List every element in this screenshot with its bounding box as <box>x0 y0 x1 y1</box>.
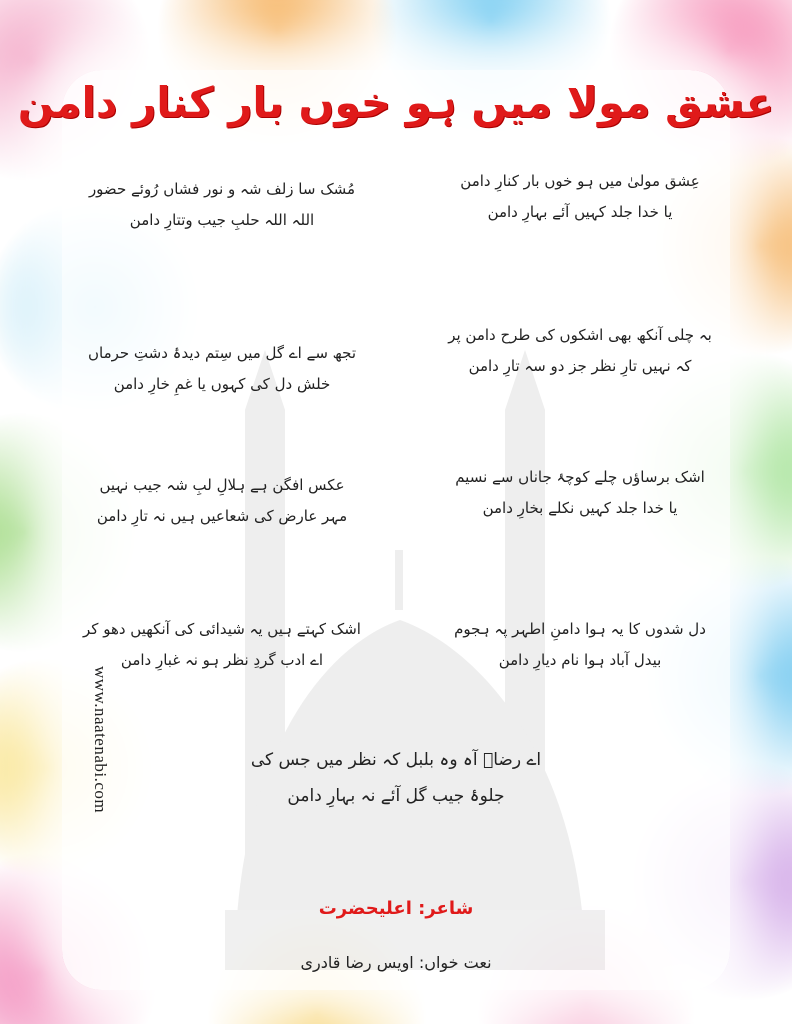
stanza-8 <box>62 614 382 676</box>
stanza-line: مہر عارض کی شعاعیں ہیں نہ تارِ دامن <box>96 507 348 525</box>
stanza-line: اشک برساؤں چلے کوچۂ جاناں سے نسیم <box>455 468 705 486</box>
stanza-line: اشک کہتے ہیں یہ شیدائی کی آنکھیں دھو کر <box>83 620 361 638</box>
stanza-7 <box>420 614 740 676</box>
stanza-line: دل شدوں کا یہ ہوا دامنِ اطہر پہ ہجوم <box>454 620 706 638</box>
stanza-3 <box>420 320 740 382</box>
stanza-line: عِشق مولیٰ میں ہو خوں بار کنارِ دامن <box>460 172 700 190</box>
website-link[interactable]: www.naatenabi.com <box>91 666 110 814</box>
stanza-line: خلش دل کی کہوں یا غمِ خارِ دامن <box>113 375 331 393</box>
stanza-line: اللہ اللہ حلبِ جیب وتتارِ دامن <box>129 211 315 229</box>
stanza-line: یا خدا جلد کہیں نکلے بخارِ دامن <box>482 499 678 517</box>
reciter-credit: نعت خواں: اویس رضا قادری <box>300 953 492 972</box>
stanza-6 <box>62 470 382 532</box>
stanza-4 <box>62 338 382 400</box>
stanza-2 <box>62 174 382 236</box>
stanza-1 <box>420 166 740 228</box>
stanza-line: بہ چلی آنکھ بھی اشکوں کی طرح دامن پر <box>448 326 712 344</box>
poet-credit: شاعر: اعلیحضرت <box>318 898 474 919</box>
stanza-line: عکس افگن ہے ہلالِ لبِ شہ جیب نہیں <box>99 476 345 494</box>
stanza-line: اے رضاؔ آہ وہ بلبل کہ نظر میں جس کی <box>250 750 542 770</box>
stanza-line: اے ادب گردِ نظر ہو نہ غبارِ دامن <box>120 651 324 669</box>
stanza-line: تجھ سے اے گل میں سِتم دیدۂ دشتِ حرماں <box>87 344 356 362</box>
stanza-5 <box>420 462 740 524</box>
page-title: عشق مولا میں ہو خوں بار کنار دامن <box>17 78 775 127</box>
stanza-line: بیدل آباد ہوا نام دیارِ دامن <box>498 651 662 669</box>
final-stanza <box>196 742 596 814</box>
stanza-line: جلوۂ جیب گل آئے نہ بہارِ دامن <box>287 786 505 806</box>
stanza-line: مُشک سا زلف شہ و نور فشاں رُوئے حضور <box>88 180 356 198</box>
stanza-line: کہ نہیں تارِ نظر جز دو سہ تارِ دامن <box>468 357 692 375</box>
stanza-line: یا خدا جلد کہیں آئے بہارِ دامن <box>487 203 673 221</box>
